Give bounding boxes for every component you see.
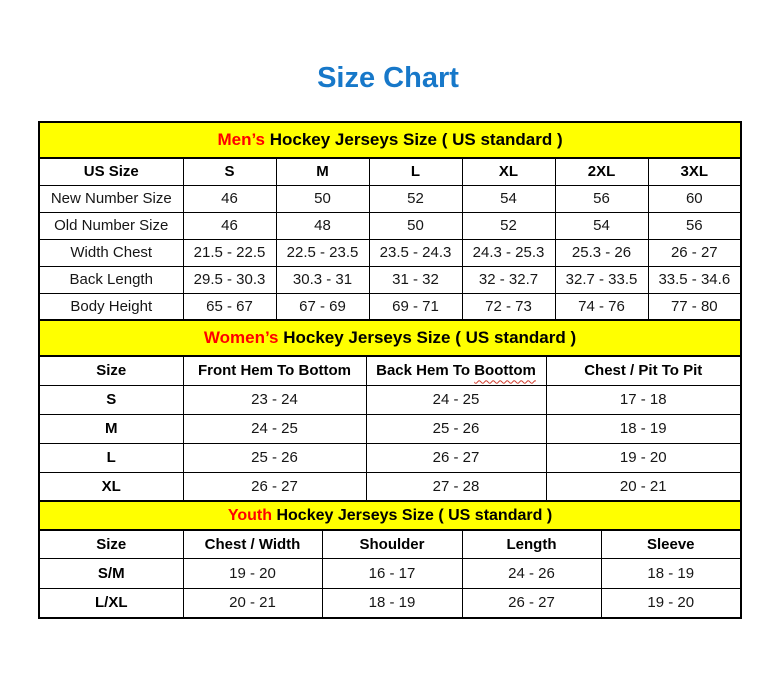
mens-cell: 32.7 - 33.5 [555, 266, 648, 293]
womens-cell: 25 - 26 [183, 443, 366, 472]
mens-cell: 54 [462, 185, 555, 212]
youth-col-header: Sleeve [601, 530, 741, 558]
mens-cell: 30.3 - 31 [276, 266, 369, 293]
youth-section-band [39, 501, 741, 530]
youth-row-label: L/XL [39, 588, 183, 618]
womens-back-hem-prefix: Back Hem To [376, 362, 475, 380]
womens-row-label: XL [39, 472, 183, 501]
youth-cell: 18 - 19 [601, 558, 741, 588]
youth-col-header: Length [462, 530, 601, 558]
womens-cell: 26 - 27 [183, 472, 366, 501]
mens-row-label: Body Height [39, 293, 183, 320]
womens-col-header: Front Hem To Bottom [183, 356, 366, 385]
mens-col-header: 3XL [648, 158, 741, 185]
womens-section-rest: Hockey Jerseys Size ( US standard ) [278, 328, 577, 347]
womens-col-header: Chest / Pit To Pit [546, 356, 741, 385]
youth-col-header: Size [39, 530, 183, 558]
mens-row-label: Width Chest [39, 239, 183, 266]
mens-cell: 52 [369, 185, 462, 212]
youth-cell: 16 - 17 [322, 558, 462, 588]
womens-cell: 18 - 19 [546, 414, 741, 443]
womens-section-highlight: Women’s [203, 328, 279, 347]
mens-cell: 50 [276, 185, 369, 212]
mens-col-header: US Size [39, 158, 183, 185]
mens-cell: 74 - 76 [555, 293, 648, 320]
youth-cell: 19 - 20 [601, 588, 741, 618]
mens-cell: 48 [276, 212, 369, 239]
mens-cell: 56 [648, 212, 741, 239]
mens-cell: 22.5 - 23.5 [276, 239, 369, 266]
mens-row-label: New Number Size [39, 185, 183, 212]
mens-cell: 69 - 71 [369, 293, 462, 320]
womens-col-header [366, 356, 546, 385]
mens-cell: 72 - 73 [462, 293, 555, 320]
youth-cell: 19 - 20 [183, 558, 322, 588]
table-row [39, 414, 741, 443]
mens-cell: 46 [183, 185, 276, 212]
mens-cell: 56 [555, 185, 648, 212]
youth-cell: 20 - 21 [183, 588, 322, 618]
mens-col-header: M [276, 158, 369, 185]
womens-cell: 26 - 27 [366, 443, 546, 472]
mens-cell: 54 [555, 212, 648, 239]
mens-cell: 65 - 67 [183, 293, 276, 320]
mens-cell: 23.5 - 24.3 [369, 239, 462, 266]
youth-section-rest: Hockey Jerseys Size ( US standard ) [272, 506, 553, 524]
table-row [39, 588, 741, 618]
table-row [39, 385, 741, 414]
mens-row-label: Old Number Size [39, 212, 183, 239]
table-row [39, 472, 741, 501]
table-row [39, 266, 741, 293]
mens-cell: 60 [648, 185, 741, 212]
mens-cell: 46 [183, 212, 276, 239]
womens-cell: 19 - 20 [546, 443, 741, 472]
mens-cell: 50 [369, 212, 462, 239]
mens-col-header: XL [462, 158, 555, 185]
table-row [39, 558, 741, 588]
mens-col-header: S [183, 158, 276, 185]
mens-cell: 67 - 69 [276, 293, 369, 320]
table-row [39, 212, 741, 239]
mens-cell: 25.3 - 26 [555, 239, 648, 266]
womens-cell: 20 - 21 [546, 472, 741, 501]
mens-cell: 24.3 - 25.3 [462, 239, 555, 266]
mens-section-title [39, 122, 741, 158]
youth-cell: 24 - 26 [462, 558, 601, 588]
table-row [39, 443, 741, 472]
mens-section-highlight: Men’s [217, 130, 265, 149]
womens-row-label: M [39, 414, 183, 443]
mens-row-label: Back Length [39, 266, 183, 293]
womens-cell: 25 - 26 [366, 414, 546, 443]
youth-row-label: S/M [39, 558, 183, 588]
mens-cell: 26 - 27 [648, 239, 741, 266]
table-row [39, 293, 741, 320]
table-row [39, 239, 741, 266]
womens-cell: 17 - 18 [546, 385, 741, 414]
womens-section-title [39, 320, 741, 356]
womens-cell: 27 - 28 [366, 472, 546, 501]
womens-section-band [39, 320, 741, 356]
mens-cell: 21.5 - 22.5 [183, 239, 276, 266]
mens-cell: 77 - 80 [648, 293, 741, 320]
womens-header-row [39, 356, 741, 385]
youth-cell: 26 - 27 [462, 588, 601, 618]
mens-col-header: 2XL [555, 158, 648, 185]
womens-back-hem-misspelled: Boottom [474, 362, 536, 380]
mens-cell: 31 - 32 [369, 266, 462, 293]
mens-header-row [39, 158, 741, 185]
womens-cell: 24 - 25 [183, 414, 366, 443]
mens-col-header: L [369, 158, 462, 185]
womens-cell: 24 - 25 [366, 385, 546, 414]
table-row [39, 185, 741, 212]
youth-section-title [39, 501, 741, 530]
mens-cell: 29.5 - 30.3 [183, 266, 276, 293]
womens-cell: 23 - 24 [183, 385, 366, 414]
youth-size-table [38, 500, 742, 619]
youth-col-header: Shoulder [322, 530, 462, 558]
mens-section-band [39, 122, 741, 158]
youth-header-row [39, 530, 741, 558]
page-title: Size Chart [317, 62, 459, 94]
mens-cell: 32 - 32.7 [462, 266, 555, 293]
youth-section-highlight: Youth [227, 506, 273, 524]
womens-row-label: S [39, 385, 183, 414]
mens-cell: 52 [462, 212, 555, 239]
womens-row-label: L [39, 443, 183, 472]
mens-size-table [38, 121, 742, 321]
youth-col-header: Chest / Width [183, 530, 322, 558]
mens-section-rest: Hockey Jerseys Size ( US standard ) [265, 130, 563, 149]
womens-size-table [38, 319, 742, 502]
size-chart [38, 121, 740, 619]
womens-col-header: Size [39, 356, 183, 385]
youth-cell: 18 - 19 [322, 588, 462, 618]
mens-cell: 33.5 - 34.6 [648, 266, 741, 293]
